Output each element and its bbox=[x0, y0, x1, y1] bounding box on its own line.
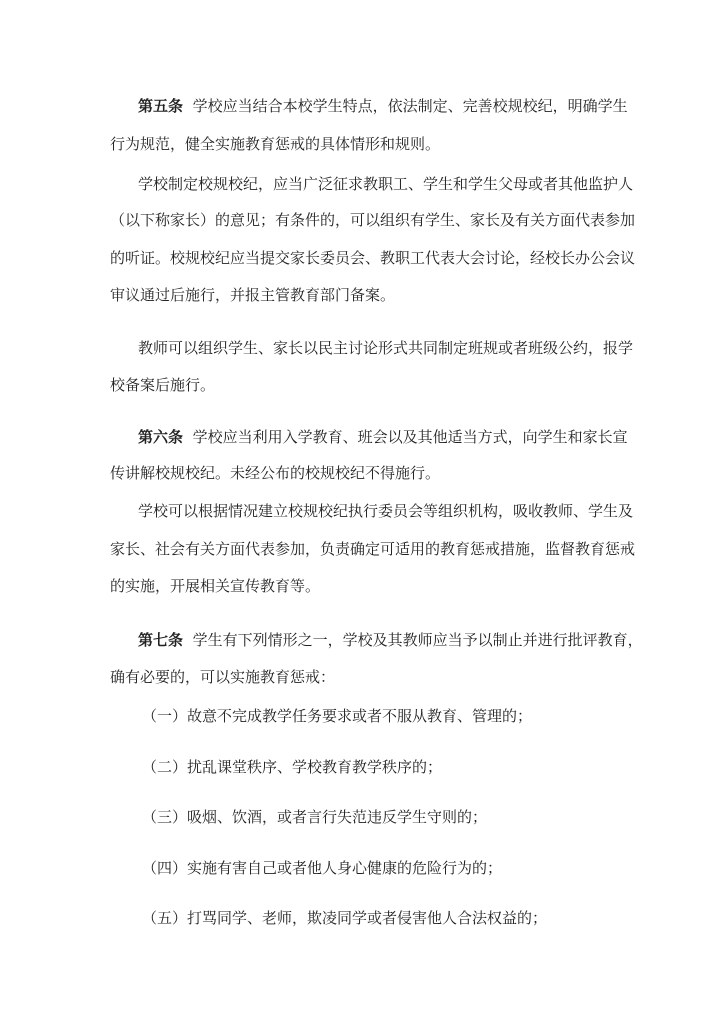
list-item: （二）扰乱课堂秩序、学校教育教学秩序的； bbox=[142, 758, 443, 776]
article6-line2: 传讲解校规校纪。未经公布的校规校纪不得施行。 bbox=[110, 464, 441, 482]
article7-text: 学生有下列情形之一，学校及其教师应当予以制止并进行批评教育， bbox=[192, 631, 643, 649]
article6-heading: 第六条 bbox=[138, 428, 184, 446]
list-item: （三）吸烟、饮酒，或者言行失范违反学生守则的； bbox=[142, 808, 488, 826]
article6-text: 学校应当利用入学教育、班会以及其他适当方式，向学生和家长宣 bbox=[192, 428, 628, 446]
article5-para2-line4: 审议通过后施行，并报主管教育部门备案。 bbox=[110, 286, 396, 304]
article7-line1 bbox=[138, 630, 643, 650]
article7-line2: 确有必要的，可以实施教育惩戒： bbox=[110, 668, 336, 686]
article6-para2-line3: 的实施，开展相关宣传教育等。 bbox=[110, 577, 321, 595]
article5-para2-line1: 学校制定校规校纪，应当广泛征求教职工、学生和学生父母或者其他监护人 bbox=[138, 175, 634, 193]
article5-line1 bbox=[138, 96, 628, 116]
list-item: （四）实施有害自己或者他人身心健康的危险行为的； bbox=[142, 859, 503, 877]
article6-para2-line2: 家长、社会有关方面代表参加，负责确定可适用的教育惩戒措施，监督教育惩戒 bbox=[110, 540, 636, 558]
article5-text: 学校应当结合本校学生特点，依法制定、完善校规校纪，明确学生 bbox=[192, 97, 628, 115]
article5-para2-line3: 的听证。校规校纪应当提交家长委员会、教职工代表大会讨论，经校长办公会议 bbox=[110, 249, 636, 267]
article6-line1 bbox=[138, 427, 628, 447]
article5-para3-line2: 校备案后施行。 bbox=[110, 376, 216, 394]
article5-line2: 行为规范，健全实施教育惩戒的具体情形和规则。 bbox=[110, 135, 441, 153]
article6-para2-line1: 学校可以根据情况建立校规校纪执行委员会等组织机构，吸收教师、学生及 bbox=[138, 502, 634, 520]
article5-para3-line1: 教师可以组织学生、家长以民主讨论形式共同制定班规或者班级公约，报学 bbox=[138, 339, 634, 357]
article7-heading: 第七条 bbox=[138, 631, 184, 649]
article5-para2-line2: （以下称家长）的意见；有条件的，可以组织有学生、家长及有关方面代表参加 bbox=[110, 211, 636, 229]
list-item: （五）打骂同学、老师，欺凌同学或者侵害他人合法权益的； bbox=[142, 909, 548, 927]
article5-heading: 第五条 bbox=[138, 97, 184, 115]
list-item: （一）故意不完成教学任务要求或者不服从教育、管理的； bbox=[142, 707, 533, 725]
